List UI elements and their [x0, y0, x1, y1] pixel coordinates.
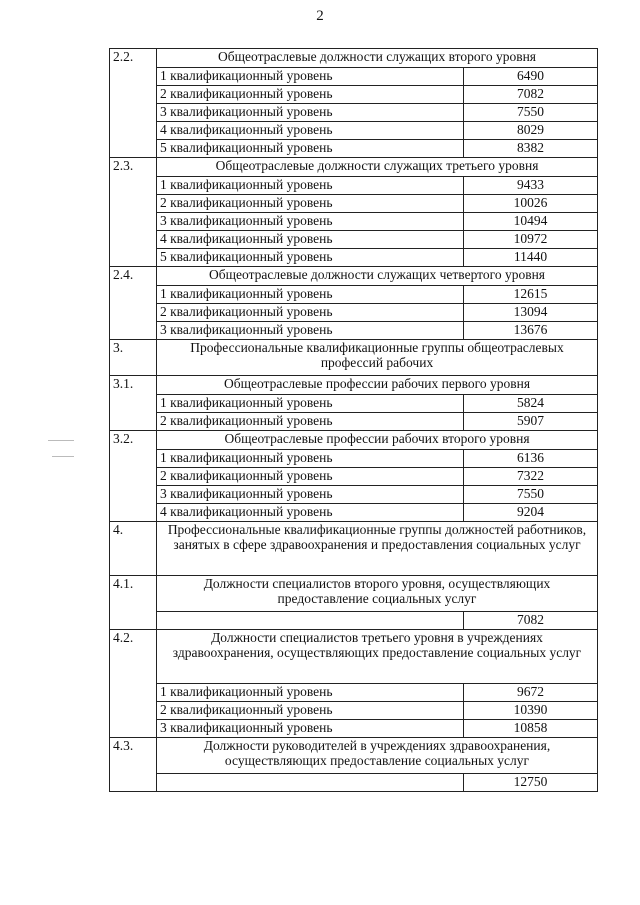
scan-mark: [48, 440, 74, 441]
level-row: [110, 195, 598, 213]
salary-value: 8029: [464, 122, 598, 140]
salary-value: 9204: [464, 504, 598, 522]
salary-value: 7550: [464, 104, 598, 122]
section-title: Общеотраслевые профессии рабочих второго уровня: [157, 431, 598, 450]
qualification-level: 1 квалификационный уровень: [157, 68, 464, 86]
salary-value: 9433: [464, 177, 598, 195]
section-number: 3.1.: [110, 376, 157, 431]
salary-value: 7550: [464, 486, 598, 504]
salary-value: 10390: [464, 702, 598, 720]
section-number: 4.: [110, 522, 157, 576]
salary-value: 9672: [464, 684, 598, 702]
level-row: [110, 322, 598, 340]
qualification-level: 5 квалификационный уровень: [157, 140, 464, 158]
salary-value: 12750: [464, 774, 598, 792]
qualification-level: [157, 612, 464, 630]
section-title: Профессиональные квалификационные группы общеотраслевых профессий рабочих: [157, 340, 598, 376]
section-title: Профессиональные квалификационные группы должностей работников, занятых в сфере здравоохранения и предоставления социальных услуг: [157, 522, 598, 576]
qualification-level: 1 квалификационный уровень: [157, 684, 464, 702]
level-row: [110, 231, 598, 249]
level-row: [110, 395, 598, 413]
salary-value: 13676: [464, 322, 598, 340]
section-row: [110, 738, 598, 774]
qualification-level: 3 квалификационный уровень: [157, 213, 464, 231]
qualification-level: 1 квалификационный уровень: [157, 177, 464, 195]
salary-table: [109, 48, 598, 792]
section-row: [110, 158, 598, 177]
level-row: [110, 304, 598, 322]
section-title: Общеотраслевые профессии рабочих первого уровня: [157, 376, 598, 395]
salary-value: 6136: [464, 450, 598, 468]
level-row: [110, 774, 598, 792]
section-title: Общеотраслевые должности служащих второго уровня: [157, 49, 598, 68]
section-number: 4.3.: [110, 738, 157, 792]
qualification-level: 2 квалификационный уровень: [157, 468, 464, 486]
section-number: 2.2.: [110, 49, 157, 158]
section-number: 3.: [110, 340, 157, 376]
level-row: [110, 450, 598, 468]
scan-mark: [52, 456, 74, 457]
qualification-level: 1 квалификационный уровень: [157, 286, 464, 304]
salary-value: 10972: [464, 231, 598, 249]
salary-value: 5907: [464, 413, 598, 431]
section-number: 4.1.: [110, 576, 157, 630]
qualification-level: 2 квалификационный уровень: [157, 702, 464, 720]
level-row: [110, 122, 598, 140]
level-row: [110, 720, 598, 738]
qualification-level: 3 квалификационный уровень: [157, 486, 464, 504]
level-row: [110, 104, 598, 122]
qualification-level: 3 квалификационный уровень: [157, 322, 464, 340]
salary-value: 8382: [464, 140, 598, 158]
salary-value: 7082: [464, 86, 598, 104]
section-row: [110, 340, 598, 376]
section-row: [110, 431, 598, 450]
section-number: 4.2.: [110, 630, 157, 738]
salary-value: 5824: [464, 395, 598, 413]
salary-value: 10026: [464, 195, 598, 213]
salary-value: 11440: [464, 249, 598, 267]
level-row: [110, 86, 598, 104]
level-row: [110, 504, 598, 522]
qualification-level: 3 квалификационный уровень: [157, 104, 464, 122]
qualification-level: 4 квалификационный уровень: [157, 504, 464, 522]
section-row: [110, 522, 598, 576]
level-row: [110, 702, 598, 720]
qualification-level: 1 квалификационный уровень: [157, 450, 464, 468]
salary-value: 10494: [464, 213, 598, 231]
section-title: Должности специалистов второго уровня, осуществляющих предоставление социальных услуг: [157, 576, 598, 612]
level-row: [110, 286, 598, 304]
qualification-level: 4 квалификационный уровень: [157, 122, 464, 140]
section-title: Общеотраслевые должности служащих четвертого уровня: [157, 267, 598, 286]
qualification-level: 2 квалификационный уровень: [157, 195, 464, 213]
level-row: [110, 213, 598, 231]
salary-value: 6490: [464, 68, 598, 86]
qualification-level: 3 квалификационный уровень: [157, 720, 464, 738]
section-row: [110, 267, 598, 286]
salary-value: 7322: [464, 468, 598, 486]
section-title: Общеотраслевые должности служащих третьего уровня: [157, 158, 598, 177]
qualification-level: 5 квалификационный уровень: [157, 249, 464, 267]
level-row: [110, 486, 598, 504]
level-row: [110, 68, 598, 86]
salary-value: 12615: [464, 286, 598, 304]
level-row: [110, 249, 598, 267]
section-number: 2.4.: [110, 267, 157, 340]
qualification-level: 4 квалификационный уровень: [157, 231, 464, 249]
section-row: [110, 49, 598, 68]
level-row: [110, 177, 598, 195]
qualification-level: 2 квалификационный уровень: [157, 304, 464, 322]
section-number: 2.3.: [110, 158, 157, 267]
salary-value: 7082: [464, 612, 598, 630]
level-row: [110, 468, 598, 486]
page-number: 2: [316, 8, 324, 24]
section-row: [110, 630, 598, 684]
salary-value: 13094: [464, 304, 598, 322]
qualification-level: 2 квалификационный уровень: [157, 86, 464, 104]
qualification-level: 2 квалификационный уровень: [157, 413, 464, 431]
level-row: [110, 140, 598, 158]
qualification-level: 1 квалификационный уровень: [157, 395, 464, 413]
section-title: Должности специалистов третьего уровня в учреждениях здравоохранения, осуществляющих предоставление социальных услуг: [157, 630, 598, 684]
qualification-level: [157, 774, 464, 792]
section-number: 3.2.: [110, 431, 157, 522]
level-row: [110, 413, 598, 431]
salary-value: 10858: [464, 720, 598, 738]
section-row: [110, 576, 598, 612]
section-row: [110, 376, 598, 395]
level-row: [110, 684, 598, 702]
section-title: Должности руководителей в учреждениях здравоохранения, осуществляющих предоставление социальных услуг: [157, 738, 598, 774]
level-row: [110, 612, 598, 630]
